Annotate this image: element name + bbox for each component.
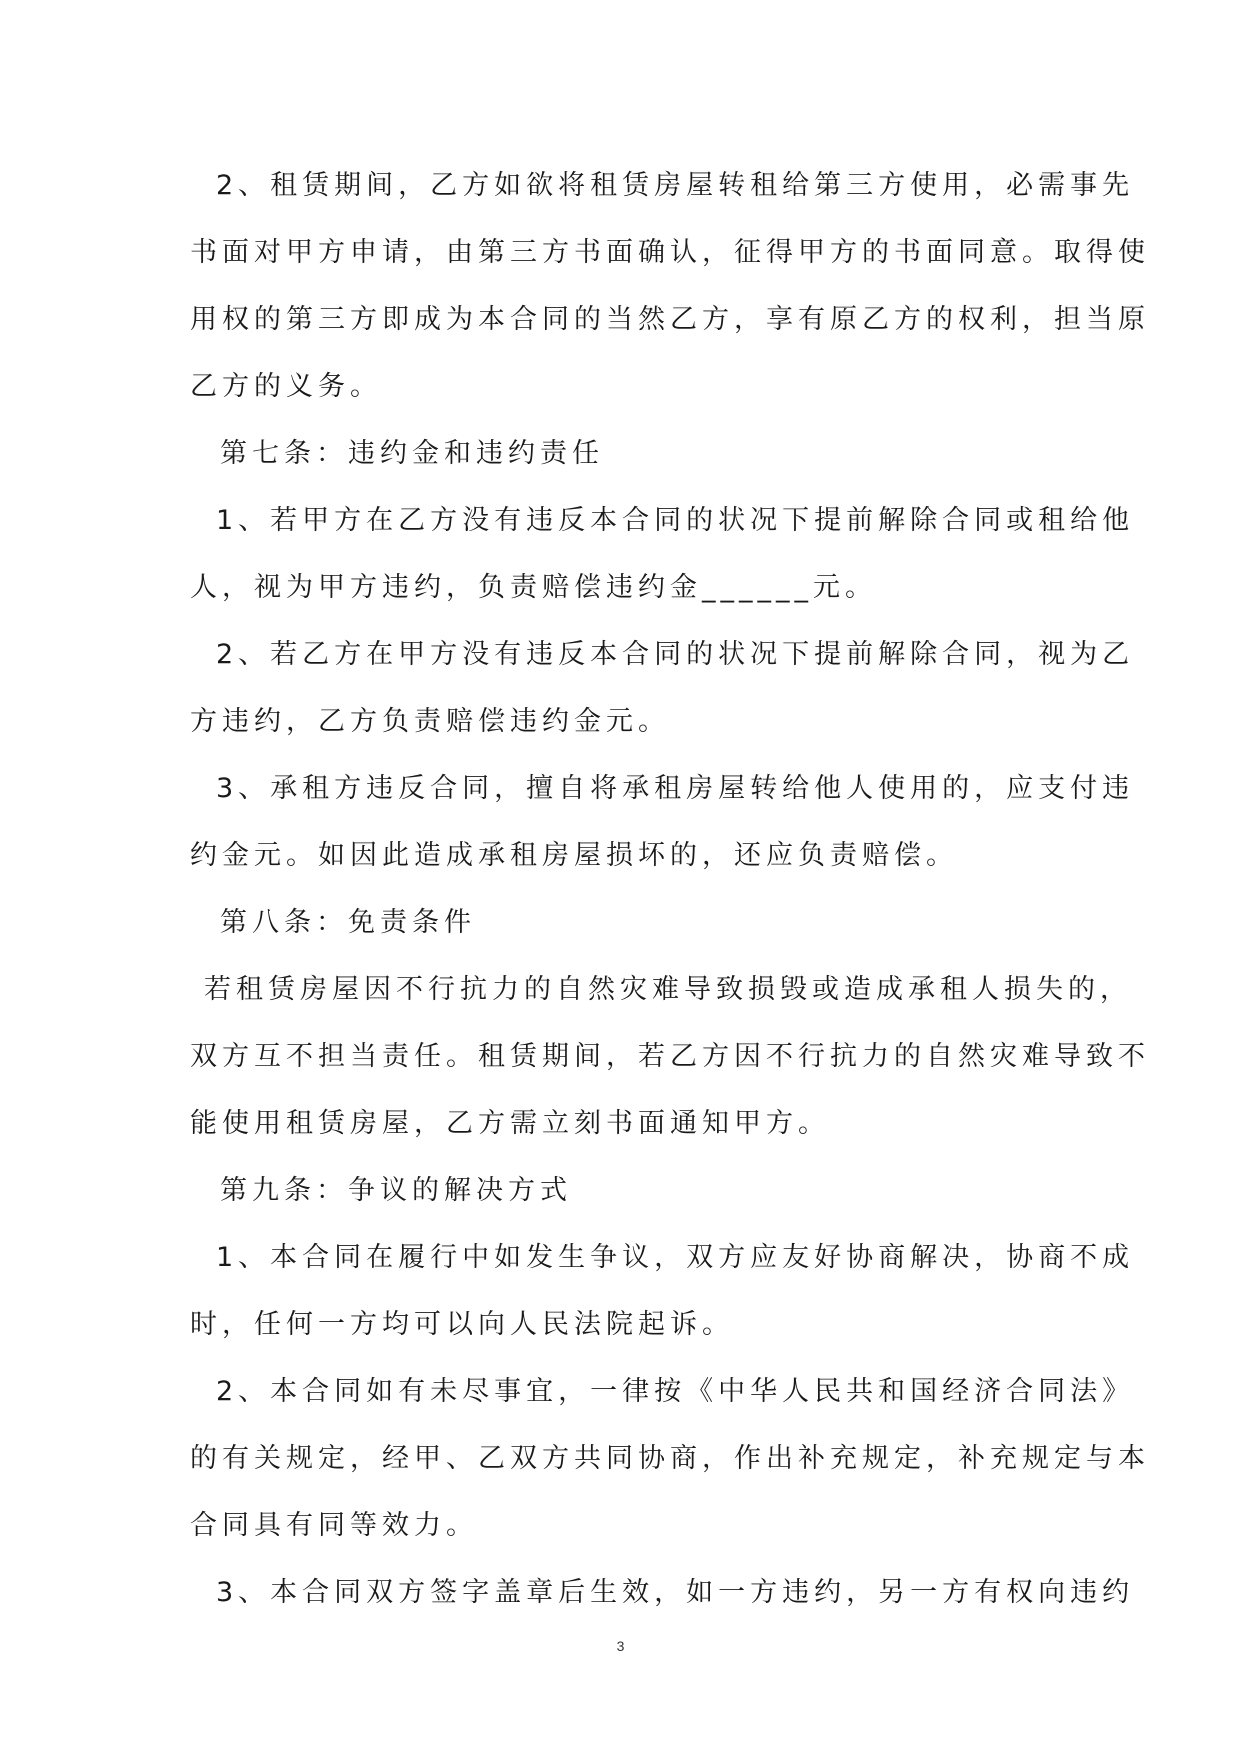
text-line: 若租赁房屋因不行抗力的自然灾难导致损毁或造成承租人损失的， [204,974,1132,1005]
document-body [190,152,1150,1626]
text-line: 能使用租赁房屋，乙方需立刻书面通知甲方。 [190,1108,830,1139]
text-line: 方违约，乙方负责赔偿违约金元。 [190,706,670,737]
text-line: 3、承租方违反合同，擅自将承租房屋转给他人使用的，应支付违 [216,773,1135,804]
text-line: 的有关规定，经甲、乙双方共同协商，作出补充规定，补充规定与本 [190,1443,1150,1474]
text-line: 用权的第三方即成为本合同的当然乙方，享有原乙方的权利，担当原 [190,304,1150,335]
text-line: 人，视为甲方违约，负责赔偿违约金______元。 [190,572,877,603]
text-line: 乙方的义务。 [190,371,382,402]
text-line: 时，任何一方均可以向人民法院起诉。 [190,1309,734,1340]
text-line: 2、本合同如有未尽事宜，一律按《中华人民共和国经济合同法》 [216,1376,1135,1407]
text-line: 双方互不担当责任。租赁期间，若乙方因不行抗力的自然灾难导致不 [190,1041,1150,1072]
section-heading: 第九条：争议的解决方式 [220,1175,572,1206]
section-heading: 第七条：违约金和违约责任 [220,438,604,469]
text-line: 合同具有同等效力。 [190,1510,478,1541]
text-line: 1、若甲方在乙方没有违反本合同的状况下提前解除合同或租给他 [216,505,1135,536]
text-line: 2、若乙方在甲方没有违反本合同的状况下提前解除合同，视为乙 [216,639,1135,670]
text-line: 书面对甲方申请，由第三方书面确认，征得甲方的书面同意。取得使 [190,237,1150,268]
text-line: 约金元。如因此造成承租房屋损坏的，还应负责赔偿。 [190,840,958,871]
text-line: 3、本合同双方签字盖章后生效，如一方违约，另一方有权向违约 [216,1577,1135,1608]
text-line: 1、本合同在履行中如发生争议，双方应友好协商解决，协商不成 [216,1242,1135,1273]
page-number: 3 [616,1638,625,1654]
section-heading: 第八条：免责条件 [220,907,476,938]
text-line: 2、租赁期间，乙方如欲将租赁房屋转租给第三方使用，必需事先 [216,170,1135,201]
